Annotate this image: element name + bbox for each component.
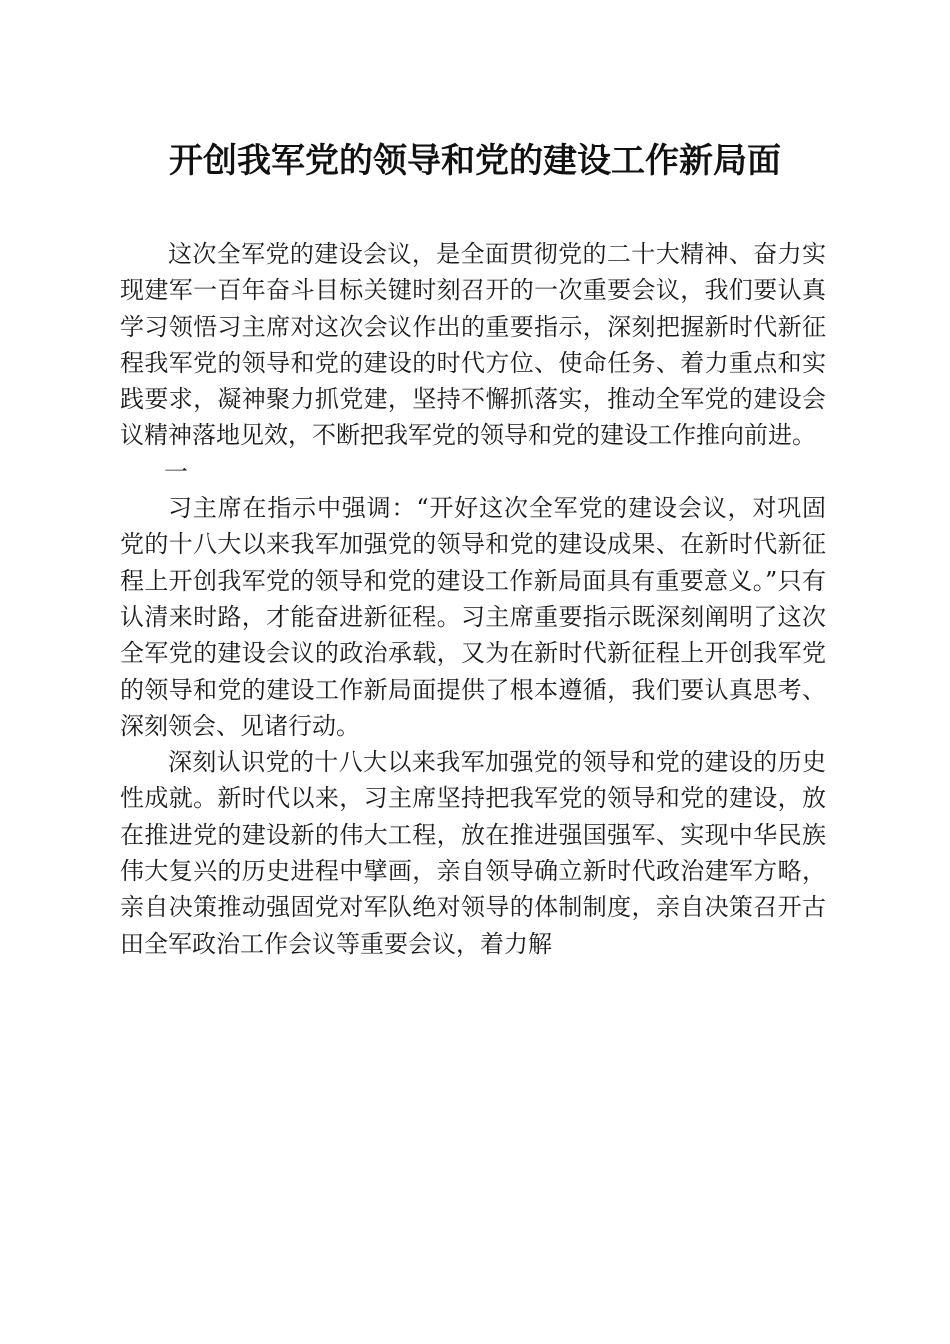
document-title: 开创我军党的领导和党的建设工作新局面 bbox=[169, 141, 781, 181]
paragraph-instruction: 习主席在指示中强调：“开好这次全军党的建设会议，对巩固党的十八大以来我军加强党的领导和党的建设成果、在新时代新征程上开创我军党的领导和党的建设工作新局面具有重要意义。”只有认清来时路，才能奋进新征程。习主席重要指示既深刻阐明了这次全军党的建设会议的政治承载，又为在新时代新征程上开创我军党的领导和党的建设工作新局面提供了根本遵循，我们要认真思考、深刻领会、见诸行动。 bbox=[120, 494, 826, 740]
paragraph-intro: 这次全军党的建设会议，是全面贯彻党的二十大精神、奋力实现建军一百年奋斗目标关键时刻召开的一次重要会议，我们要认真学习领悟习主席对这次会议作出的重要指示，深刻把握新时代新征程我军党的领导和党的建设的时代方位、使命任务、着力重点和实践要求，凝神聚力抓党建，坚持不懈抓落实，推动全军党的建设会议精神落地见效，不断把我军党的领导和党的建设工作推向前进。 bbox=[120, 240, 826, 450]
document-body bbox=[120, 236, 826, 962]
section-number: 一 bbox=[164, 457, 188, 486]
paragraph-achievements: 深刻认识党的十八大以来我军加强党的领导和党的建设的历史性成就。新时代以来，习主席坚持把我军党的领导和党的建设，放在推进党的建设新的伟大工程，放在推进强国强军、实现中华民族伟大复兴的历史进程中擘画，亲自领导确立新时代政治建军方略，亲自决策推动强固党对军队绝对领导的体制制度，亲自决策召开古田全军政治工作会议等重要会议，着力解 bbox=[120, 748, 826, 958]
